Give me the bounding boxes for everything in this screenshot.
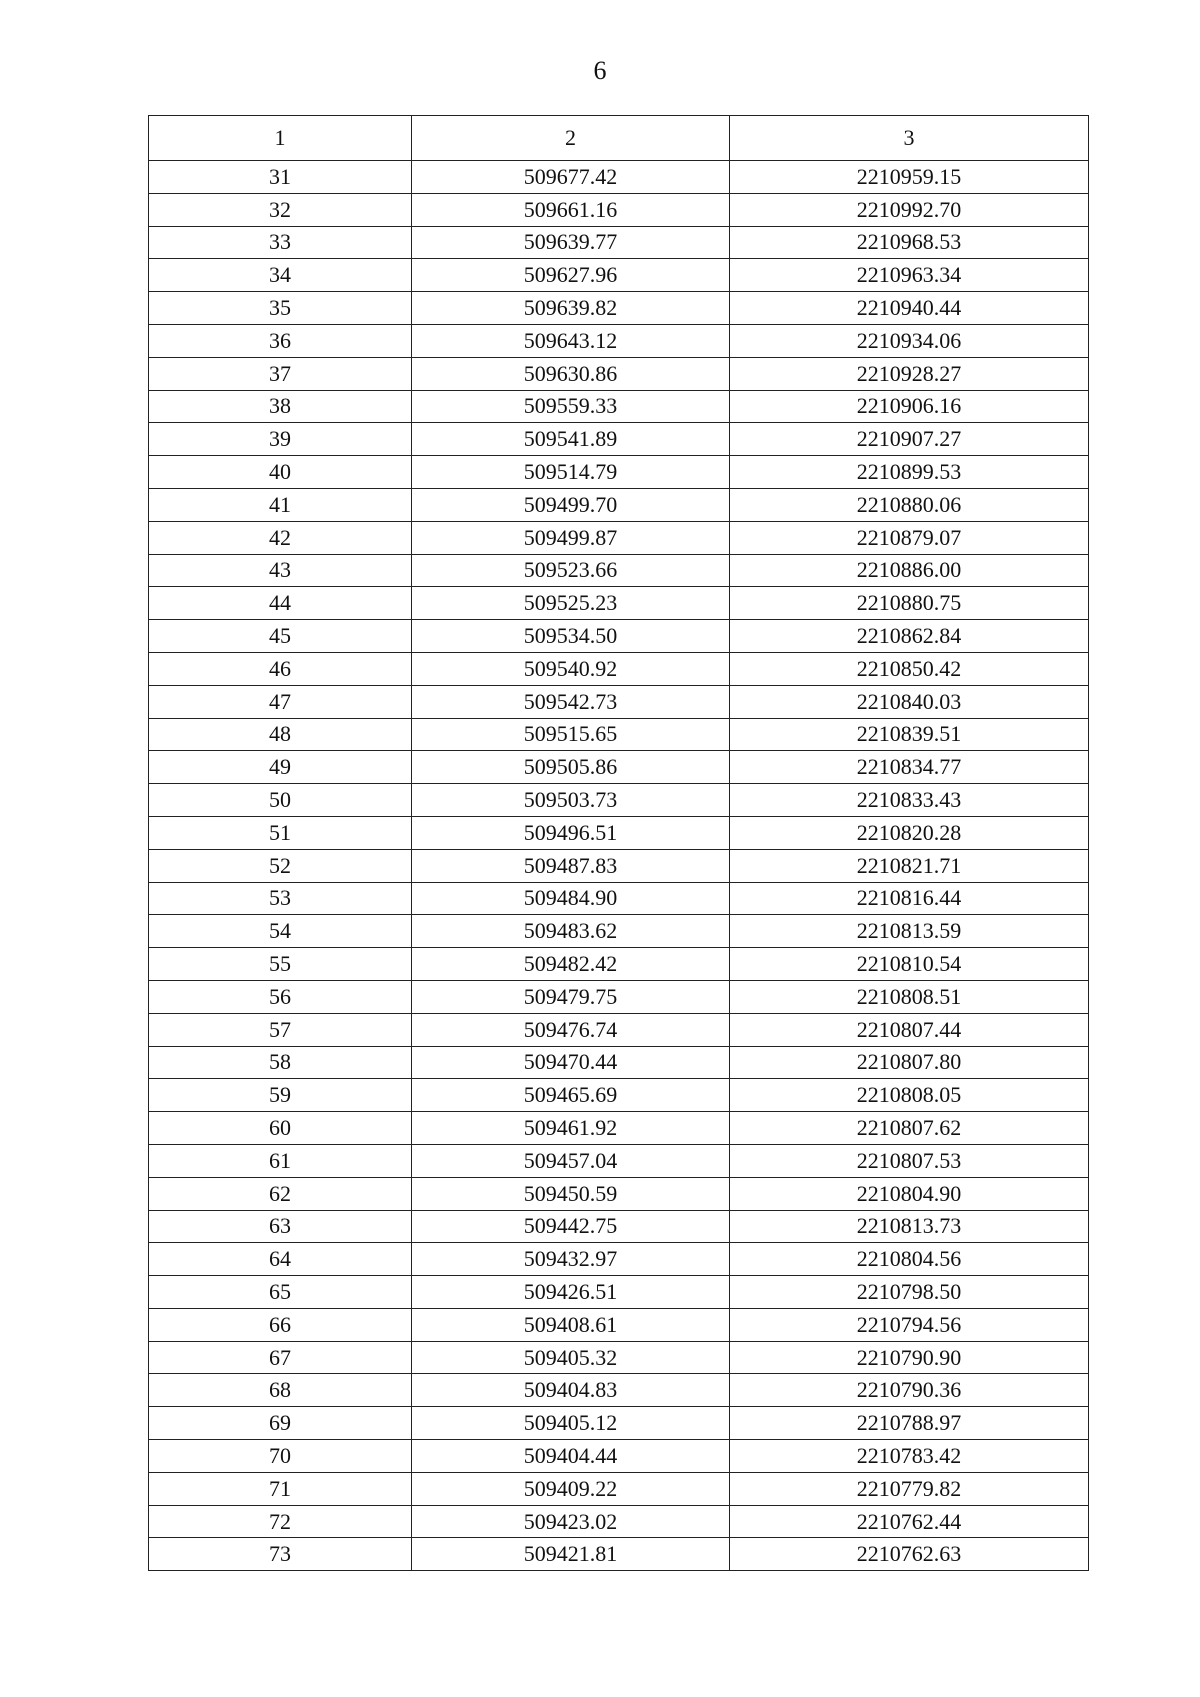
y-coordinate-cell: 2210880.06 [730,488,1089,521]
table-row [149,554,1089,587]
point-number-cell: 36 [149,324,412,357]
table-row [149,488,1089,521]
table-row [149,456,1089,489]
y-coordinate-cell: 2210798.50 [730,1276,1089,1309]
y-coordinate-cell: 2210790.90 [730,1341,1089,1374]
point-number-cell: 58 [149,1046,412,1079]
x-coordinate-cell: 509523.66 [412,554,730,587]
x-coordinate-cell: 509408.61 [412,1308,730,1341]
table-row [149,882,1089,915]
point-number-cell: 39 [149,423,412,456]
table-row [149,1144,1089,1177]
x-coordinate-cell: 509476.74 [412,1013,730,1046]
point-number-cell: 72 [149,1505,412,1538]
column-header-2: 2 [412,116,730,161]
table-row [149,816,1089,849]
point-number-cell: 60 [149,1112,412,1145]
x-coordinate-cell: 509479.75 [412,980,730,1013]
x-coordinate-cell: 509461.92 [412,1112,730,1145]
y-coordinate-cell: 2210940.44 [730,292,1089,325]
y-coordinate-cell: 2210816.44 [730,882,1089,915]
x-coordinate-cell: 509426.51 [412,1276,730,1309]
point-number-cell: 47 [149,685,412,718]
point-number-cell: 70 [149,1440,412,1473]
x-coordinate-cell: 509483.62 [412,915,730,948]
point-number-cell: 65 [149,1276,412,1309]
point-number-cell: 32 [149,193,412,226]
x-coordinate-cell: 509542.73 [412,685,730,718]
y-coordinate-cell: 2210808.05 [730,1079,1089,1112]
y-coordinate-cell: 2210783.42 [730,1440,1089,1473]
y-coordinate-cell: 2210928.27 [730,357,1089,390]
point-number-cell: 37 [149,357,412,390]
x-coordinate-cell: 509515.65 [412,718,730,751]
x-coordinate-cell: 509423.02 [412,1505,730,1538]
point-number-cell: 55 [149,948,412,981]
column-header-3: 3 [730,116,1089,161]
table-row [149,1112,1089,1145]
y-coordinate-cell: 2210820.28 [730,816,1089,849]
point-number-cell: 38 [149,390,412,423]
table-row [149,980,1089,1013]
y-coordinate-cell: 2210808.51 [730,980,1089,1013]
table-row [149,390,1089,423]
y-coordinate-cell: 2210794.56 [730,1308,1089,1341]
point-number-cell: 67 [149,1341,412,1374]
x-coordinate-cell: 509503.73 [412,784,730,817]
y-coordinate-cell: 2210807.53 [730,1144,1089,1177]
x-coordinate-cell: 509639.77 [412,226,730,259]
point-number-cell: 73 [149,1538,412,1571]
y-coordinate-cell: 2210779.82 [730,1472,1089,1505]
point-number-cell: 35 [149,292,412,325]
table-row [149,1472,1089,1505]
table-row [149,423,1089,456]
y-coordinate-cell: 2210840.03 [730,685,1089,718]
table-row [149,751,1089,784]
x-coordinate-cell: 509457.04 [412,1144,730,1177]
point-number-cell: 34 [149,259,412,292]
y-coordinate-cell: 2210833.43 [730,784,1089,817]
point-number-cell: 42 [149,521,412,554]
table-row [149,1374,1089,1407]
table-row [149,1341,1089,1374]
x-coordinate-cell: 509499.70 [412,488,730,521]
x-coordinate-cell: 509450.59 [412,1177,730,1210]
point-number-cell: 54 [149,915,412,948]
table-row [149,1276,1089,1309]
y-coordinate-cell: 2210804.90 [730,1177,1089,1210]
x-coordinate-cell: 509404.44 [412,1440,730,1473]
coordinates-table [148,115,1089,1571]
table-row [149,1177,1089,1210]
x-coordinate-cell: 509465.69 [412,1079,730,1112]
y-coordinate-cell: 2210804.56 [730,1243,1089,1276]
y-coordinate-cell: 2210790.36 [730,1374,1089,1407]
x-coordinate-cell: 509470.44 [412,1046,730,1079]
x-coordinate-cell: 509409.22 [412,1472,730,1505]
table-row [149,1440,1089,1473]
table-row [149,652,1089,685]
point-number-cell: 66 [149,1308,412,1341]
table-row [149,948,1089,981]
y-coordinate-cell: 2210813.73 [730,1210,1089,1243]
y-coordinate-cell: 2210807.44 [730,1013,1089,1046]
table-row [149,1013,1089,1046]
table-row [149,1407,1089,1440]
y-coordinate-cell: 2210934.06 [730,324,1089,357]
x-coordinate-cell: 509541.89 [412,423,730,456]
table-body [149,161,1089,1571]
x-coordinate-cell: 509442.75 [412,1210,730,1243]
x-coordinate-cell: 509540.92 [412,652,730,685]
x-coordinate-cell: 509505.86 [412,751,730,784]
table-row [149,587,1089,620]
table-row [149,1308,1089,1341]
y-coordinate-cell: 2210992.70 [730,193,1089,226]
x-coordinate-cell: 509661.16 [412,193,730,226]
point-number-cell: 50 [149,784,412,817]
y-coordinate-cell: 2210807.62 [730,1112,1089,1145]
point-number-cell: 52 [149,849,412,882]
point-number-cell: 33 [149,226,412,259]
x-coordinate-cell: 509432.97 [412,1243,730,1276]
y-coordinate-cell: 2210807.80 [730,1046,1089,1079]
point-number-cell: 59 [149,1079,412,1112]
table-row [149,718,1089,751]
table-row [149,849,1089,882]
table-row [149,357,1089,390]
table-row [149,1046,1089,1079]
x-coordinate-cell: 509487.83 [412,849,730,882]
point-number-cell: 44 [149,587,412,620]
point-number-cell: 57 [149,1013,412,1046]
point-number-cell: 41 [149,488,412,521]
x-coordinate-cell: 509496.51 [412,816,730,849]
table-row [149,521,1089,554]
y-coordinate-cell: 2210834.77 [730,751,1089,784]
x-coordinate-cell: 509643.12 [412,324,730,357]
point-number-cell: 40 [149,456,412,489]
table-row [149,292,1089,325]
page-number: 6 [593,56,607,85]
point-number-cell: 45 [149,620,412,653]
x-coordinate-cell: 509630.86 [412,357,730,390]
table-header-row [149,116,1089,161]
y-coordinate-cell: 2210886.00 [730,554,1089,587]
table-row [149,1079,1089,1112]
x-coordinate-cell: 509421.81 [412,1538,730,1571]
table-row [149,1243,1089,1276]
point-number-cell: 68 [149,1374,412,1407]
x-coordinate-cell: 509484.90 [412,882,730,915]
y-coordinate-cell: 2210959.15 [730,161,1089,194]
y-coordinate-cell: 2210968.53 [730,226,1089,259]
table-row [149,620,1089,653]
point-number-cell: 43 [149,554,412,587]
x-coordinate-cell: 509404.83 [412,1374,730,1407]
y-coordinate-cell: 2210839.51 [730,718,1089,751]
table-row [149,161,1089,194]
table-row [149,1210,1089,1243]
y-coordinate-cell: 2210907.27 [730,423,1089,456]
y-coordinate-cell: 2210963.34 [730,259,1089,292]
table-row [149,259,1089,292]
x-coordinate-cell: 509525.23 [412,587,730,620]
point-number-cell: 49 [149,751,412,784]
point-number-cell: 69 [149,1407,412,1440]
x-coordinate-cell: 509639.82 [412,292,730,325]
point-number-cell: 71 [149,1472,412,1505]
point-number-cell: 53 [149,882,412,915]
point-number-cell: 56 [149,980,412,1013]
x-coordinate-cell: 509514.79 [412,456,730,489]
x-coordinate-cell: 509405.12 [412,1407,730,1440]
x-coordinate-cell: 509627.96 [412,259,730,292]
point-number-cell: 48 [149,718,412,751]
table-row [149,324,1089,357]
x-coordinate-cell: 509499.87 [412,521,730,554]
y-coordinate-cell: 2210850.42 [730,652,1089,685]
table-row [149,226,1089,259]
x-coordinate-cell: 509559.33 [412,390,730,423]
table-row [149,915,1089,948]
x-coordinate-cell: 509482.42 [412,948,730,981]
table-row [149,1505,1089,1538]
y-coordinate-cell: 2210810.54 [730,948,1089,981]
table-row [149,685,1089,718]
point-number-cell: 46 [149,652,412,685]
point-number-cell: 64 [149,1243,412,1276]
point-number-cell: 51 [149,816,412,849]
point-number-cell: 62 [149,1177,412,1210]
x-coordinate-cell: 509677.42 [412,161,730,194]
y-coordinate-cell: 2210899.53 [730,456,1089,489]
column-header-1: 1 [149,116,412,161]
x-coordinate-cell: 509534.50 [412,620,730,653]
table-row [149,1538,1089,1571]
y-coordinate-cell: 2210880.75 [730,587,1089,620]
y-coordinate-cell: 2210813.59 [730,915,1089,948]
point-number-cell: 31 [149,161,412,194]
y-coordinate-cell: 2210879.07 [730,521,1089,554]
table-row [149,784,1089,817]
y-coordinate-cell: 2210762.44 [730,1505,1089,1538]
y-coordinate-cell: 2210788.97 [730,1407,1089,1440]
x-coordinate-cell: 509405.32 [412,1341,730,1374]
y-coordinate-cell: 2210821.71 [730,849,1089,882]
y-coordinate-cell: 2210862.84 [730,620,1089,653]
point-number-cell: 63 [149,1210,412,1243]
table-row [149,193,1089,226]
y-coordinate-cell: 2210906.16 [730,390,1089,423]
point-number-cell: 61 [149,1144,412,1177]
y-coordinate-cell: 2210762.63 [730,1538,1089,1571]
